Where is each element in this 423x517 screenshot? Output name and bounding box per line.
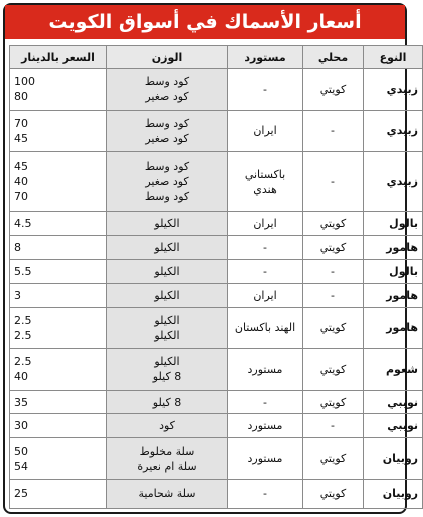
cell-local: - <box>303 110 364 152</box>
table-row <box>10 259 423 283</box>
cell-price <box>10 479 107 508</box>
table-row <box>10 283 423 307</box>
cell-price-line: 80 <box>14 90 28 104</box>
cell-price <box>10 349 107 391</box>
header-weight: الوزن <box>107 46 228 69</box>
cell-local: - <box>303 259 364 283</box>
cell-imported: - <box>228 479 303 508</box>
table-row <box>10 152 423 212</box>
cell-weight-line: الكيلو <box>154 264 180 278</box>
cell-local: - <box>303 283 364 307</box>
table-row <box>10 69 423 111</box>
cell-weight <box>107 349 228 391</box>
cell-type: نويبي <box>364 414 423 438</box>
cell-weight-line: كود صغير <box>145 90 189 104</box>
cell-weight-line: كود وسط <box>144 190 190 204</box>
cell-type: بالول <box>364 212 423 236</box>
cell-price-line: 45 <box>14 160 28 174</box>
table-row <box>10 414 423 438</box>
cell-weight <box>107 438 228 480</box>
cell-local: كويتي <box>303 307 364 349</box>
cell-type: نويبي <box>364 390 423 414</box>
fish-price-table <box>9 45 423 509</box>
cell-price-line: 70 <box>14 116 28 130</box>
table-row <box>10 438 423 480</box>
table-row <box>10 349 423 391</box>
cell-price <box>10 390 107 414</box>
cell-imported: - <box>228 259 303 283</box>
price-table-panel <box>3 3 418 514</box>
cell-weight <box>107 283 228 307</box>
cell-weight-line: الكيلو <box>154 328 180 342</box>
cell-weight <box>107 236 228 260</box>
table-row <box>10 212 423 236</box>
cell-type: زبيدي <box>364 110 423 152</box>
header-row <box>10 46 423 69</box>
table-title: أسعار الأسماك في أسواق الكويت <box>5 5 405 39</box>
header-local: محلي <box>303 46 364 69</box>
cell-weight-line: الكيلو <box>154 240 180 254</box>
cell-type: زبيدي <box>364 152 423 212</box>
cell-weight-line: الكيلو <box>154 313 180 327</box>
cell-price-line: 40 <box>14 175 28 189</box>
cell-price-line: 35 <box>14 395 28 409</box>
cell-weight <box>107 307 228 349</box>
cell-weight-line: الكيلو <box>154 288 180 302</box>
cell-price <box>10 69 107 111</box>
cell-weight <box>107 414 228 438</box>
cell-price-line: 2.5 <box>14 313 32 327</box>
cell-imported: الهند باكستان <box>228 307 303 349</box>
table-body <box>10 69 423 509</box>
header-imported: مستورد <box>228 46 303 69</box>
cell-imported: ايران <box>228 283 303 307</box>
cell-weight-line: الكيلو <box>154 355 180 369</box>
cell-imported: - <box>228 390 303 414</box>
cell-type: شعوم <box>364 349 423 391</box>
cell-price-line: 2.5 <box>14 355 32 369</box>
cell-price-line: 5.5 <box>14 264 32 278</box>
cell-type: زبيدي <box>364 69 423 111</box>
cell-type: روبيان <box>364 479 423 508</box>
cell-local: - <box>303 152 364 212</box>
cell-weight <box>107 259 228 283</box>
cell-weight-line: 8 كيلو <box>152 370 182 384</box>
cell-imported: باكستاني هندي <box>228 152 303 212</box>
cell-local: كويتي <box>303 390 364 414</box>
cell-price <box>10 236 107 260</box>
cell-weight-line: كود وسط <box>144 116 190 130</box>
cell-weight <box>107 212 228 236</box>
cell-price-line: 8 <box>14 240 21 254</box>
cell-imported: مستورد <box>228 438 303 480</box>
table-row <box>10 110 423 152</box>
cell-price-line: 25 <box>14 487 28 501</box>
cell-weight <box>107 69 228 111</box>
cell-price-line: 4.5 <box>14 217 32 231</box>
cell-price <box>10 414 107 438</box>
cell-local: كويتي <box>303 69 364 111</box>
cell-local: كويتي <box>303 349 364 391</box>
cell-weight <box>107 152 228 212</box>
cell-imported: ايران <box>228 110 303 152</box>
cell-price <box>10 307 107 349</box>
cell-price <box>10 212 107 236</box>
cell-price <box>10 110 107 152</box>
cell-imported: مستورد <box>228 414 303 438</box>
cell-price-line: 3 <box>14 288 21 302</box>
cell-local: كويتي <box>303 236 364 260</box>
cell-price-line: 2.5 <box>14 328 32 342</box>
cell-local: كويتي <box>303 212 364 236</box>
cell-weight-line: سلة ام نعيرة <box>137 459 197 473</box>
cell-weight-line: كود وسط <box>144 75 190 89</box>
header-type: النوع <box>364 46 423 69</box>
cell-price-line: 45 <box>14 131 28 145</box>
cell-weight-line: الكيلو <box>154 217 180 231</box>
cell-price <box>10 438 107 480</box>
cell-price-line: 70 <box>14 190 28 204</box>
cell-weight <box>107 390 228 414</box>
cell-type: هامور <box>364 307 423 349</box>
cell-price-line: 50 <box>14 444 28 458</box>
table-row <box>10 479 423 508</box>
cell-imported: - <box>228 69 303 111</box>
table-row <box>10 236 423 260</box>
cell-price-line: 54 <box>14 459 28 473</box>
cell-price <box>10 283 107 307</box>
cell-imported: ايران <box>228 212 303 236</box>
cell-weight-line: كود صغير <box>145 131 189 145</box>
cell-weight-line: كود وسط <box>144 160 190 174</box>
cell-weight-line: سلة شحامية <box>138 487 196 501</box>
cell-type: بالول <box>364 259 423 283</box>
cell-weight-line: كود <box>159 419 175 433</box>
cell-type: هامور <box>364 283 423 307</box>
table-row <box>10 307 423 349</box>
cell-local: كويتي <box>303 438 364 480</box>
cell-price-line: 100 <box>14 75 35 89</box>
cell-weight-line: 8 كيلو <box>152 395 182 409</box>
cell-weight <box>107 110 228 152</box>
cell-weight <box>107 479 228 508</box>
cell-price <box>10 152 107 212</box>
table-row <box>10 390 423 414</box>
title-divider <box>5 39 405 43</box>
cell-price-line: 30 <box>14 419 28 433</box>
cell-type: روبيان <box>364 438 423 480</box>
cell-price <box>10 259 107 283</box>
header-price: السعر بالدينار <box>10 46 107 69</box>
cell-weight-line: سلة مخلوط <box>139 444 195 458</box>
cell-imported: مستورد <box>228 349 303 391</box>
cell-local: كويتي <box>303 479 364 508</box>
cell-weight-line: كود صغير <box>145 175 189 189</box>
cell-price-line: 40 <box>14 370 28 384</box>
cell-imported: - <box>228 236 303 260</box>
cell-local: - <box>303 414 364 438</box>
cell-type: هامور <box>364 236 423 260</box>
